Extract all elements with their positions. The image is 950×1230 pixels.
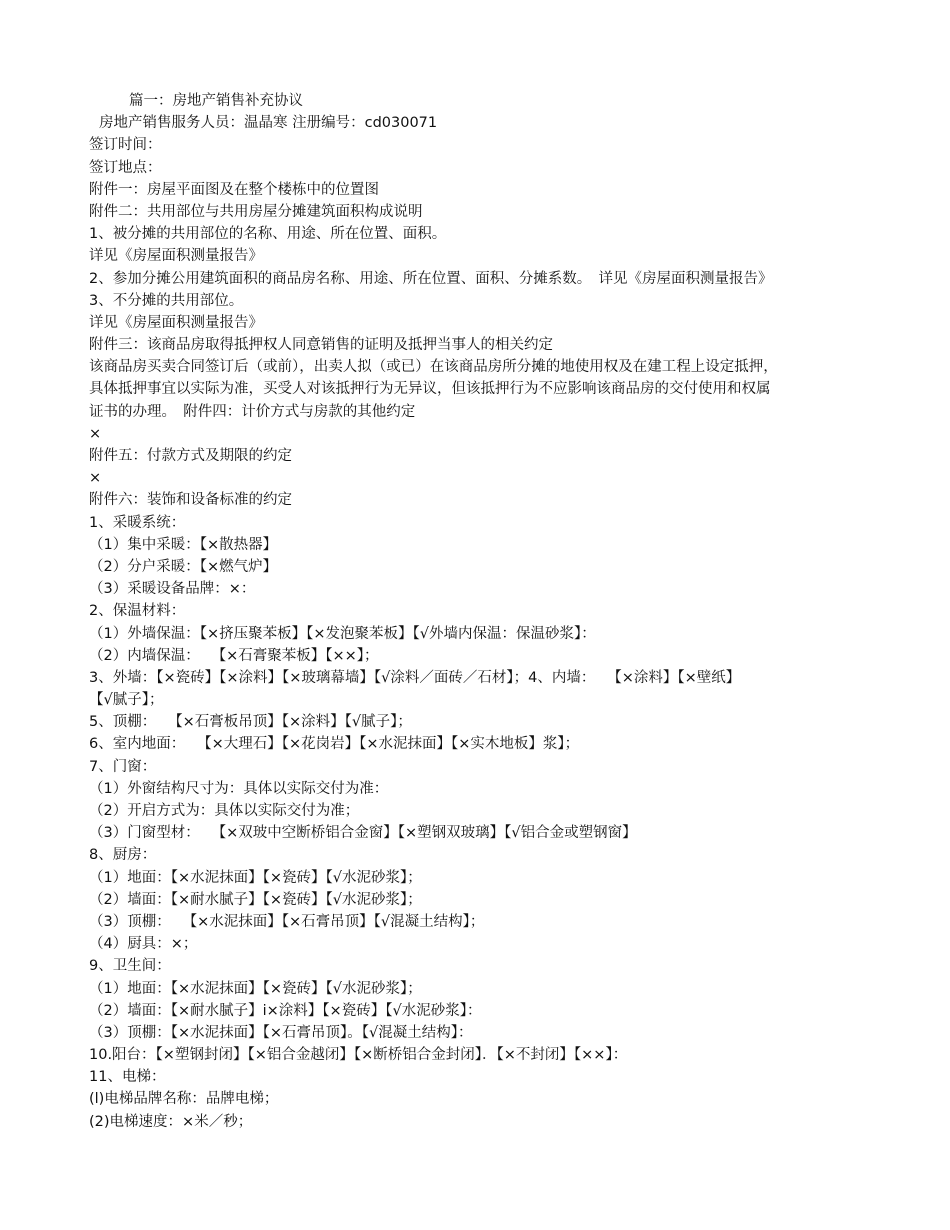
text-line: 房地产销售服务人员：温晶寒 注册编号：cd030071 [99, 115, 438, 132]
text-line: （2）墙面：【×耐水腻子】i×涂料】【×瓷砖】【√水泥砂浆】： [89, 1002, 482, 1019]
text-line: 证书的办理。 附件四：计价方式与房款的其他约定 [89, 403, 416, 420]
text-line: 详见《房屋面积测量报告》 [89, 314, 263, 331]
text-line: × [89, 425, 102, 442]
text-line: （1）集中采暖：【×散热器】 [89, 536, 278, 553]
text-line: （2）内墙保温： 【×石膏聚苯板】【××】； [89, 647, 379, 664]
text-line: 附件二：共用部位与共用房屋分摊建筑面积构成说明 [89, 203, 423, 220]
text-line: 1、被分摊的共用部位的名称、用途、所在位置、面积。 [89, 226, 447, 243]
text-line: 签订地点： [89, 159, 162, 176]
text-line: 该商品房买卖合同签订后（或前），出卖人拟（或已）在该商品房所分摊的地使用权及在建工程上设定抵押， [89, 359, 778, 376]
text-line: （3）顶棚： 【×水泥抹面】【×石膏吊顶】【√混凝土结构】； [89, 913, 485, 930]
text-line: 8、厨房： [89, 847, 157, 864]
text-line: 2、保温材料： [89, 603, 186, 620]
text-line: 10.阳台：【×塑钢封闭】【×铝合金越闭】【×断桥铝合金封闭】．【×不封闭】【××】： [89, 1047, 628, 1064]
text-line: （3）门窗型材： 【×双玻中空断桥铝合金窗】【×塑钢双玻璃】【√铝合金或塑钢窗】 [89, 825, 637, 842]
text-line: （1）地面：【×水泥抹面】【×瓷砖】【√水泥砂浆】； [89, 980, 422, 997]
text-line: （1）外窗结构尺寸为：具体以实际交付为准： [89, 780, 389, 797]
text-line: × [89, 470, 102, 487]
text-line: （4）厨具：×； [89, 936, 198, 953]
text-line: 3、不分摊的共用部位。 [89, 292, 244, 309]
text-line: （3）顶棚：【×水泥抹面】【×石膏吊顶】。【√混凝土结构】： [89, 1024, 473, 1041]
text-line: (2)电梯速度：×米／秒； [89, 1113, 253, 1130]
text-line: 5、顶棚： 【×石膏板吊顶】【×涂料】【√腻子】； [89, 714, 412, 731]
document-title: 篇一：房地产销售补充协议 [129, 93, 303, 109]
text-line: 2、参加分摊公用建筑面积的商品房名称、用途、所在位置、面积、分摊系数。 详见《房屋面积测量报告》 [89, 270, 773, 287]
document-body [89, 90, 869, 1133]
text-line: 附件三：该商品房取得抵押权人同意销售的证明及抵押当事人的相关约定 [89, 337, 553, 354]
text-line: （1）外墙保温：【×挤压聚苯板】【×发泡聚苯板】【√外墙内保温：保温砂浆】： [89, 625, 596, 642]
text-line: 【√腻子】； [89, 692, 164, 709]
text-line: （2）分户采暖：【×燃气炉】 [89, 558, 278, 575]
text-line: （2）墙面：【×耐水腻子】【×瓷砖】【√水泥砂浆】； [89, 891, 422, 908]
text-line: 具体抵押事宜以实际为准，买受人对该抵押行为无异议，但该抵押行为不应影响该商品房的交付使用和权属 [89, 381, 771, 398]
text-line: 9、卫生间： [89, 958, 171, 975]
text-line: 6、室内地面： 【×大理石】【×花岗岩】【×水泥抹面】【×实木地板】浆】； [89, 736, 580, 753]
text-line: （2）开启方式为：具体以实际交付为准； [89, 803, 360, 819]
text-line: 7、门窗： [89, 758, 157, 775]
text-line: （1）地面：【×水泥抹面】【×瓷砖】【√水泥砂浆】； [89, 869, 422, 886]
text-line: 1、采暖系统： [89, 514, 186, 531]
text-line: 11、电梯： [89, 1069, 166, 1086]
text-line: (l)电梯品牌名称：品牌电梯； [89, 1091, 279, 1108]
text-line: （3）采暖设备品牌：×： [89, 581, 256, 598]
text-line: 附件五：付款方式及期限的约定 [89, 448, 292, 464]
text-line: 详见《房屋面积测量报告》 [89, 248, 263, 265]
text-line: 3、外墙：【×瓷砖】【×涂料】【×玻璃幕墙】【√涂料／面砖／石材】；4、内墙： 【×涂料】【×壁纸】 [89, 669, 741, 686]
text-line: 附件六：装饰和设备标准的约定 [89, 492, 292, 509]
text-line: 附件一：房屋平面图及在整个楼栋中的位置图 [89, 181, 379, 198]
text-line: 签订时间： [89, 137, 162, 154]
